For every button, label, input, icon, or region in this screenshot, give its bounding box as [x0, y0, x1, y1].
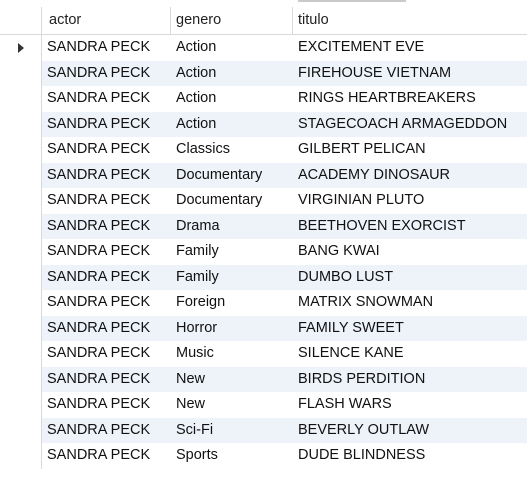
table-row[interactable]	[0, 265, 527, 291]
cell-actor[interactable]: SANDRA PECK	[42, 214, 171, 240]
column-header-genero[interactable]: genero	[171, 7, 293, 34]
table-row[interactable]	[0, 35, 527, 61]
table-row[interactable]	[0, 188, 527, 214]
row-indicator[interactable]	[0, 443, 42, 469]
cell-genero[interactable]: Drama	[171, 214, 293, 240]
table-row[interactable]	[0, 367, 527, 393]
row-indicator[interactable]	[0, 392, 42, 418]
row-pointer-icon	[18, 43, 24, 53]
cell-genero[interactable]: Documentary	[171, 163, 293, 189]
row-indicator[interactable]	[0, 239, 42, 265]
table-row[interactable]	[0, 341, 527, 367]
cell-genero[interactable]: Foreign	[176, 294, 226, 310]
cell-titulo[interactable]: BIRDS PERDITION	[293, 367, 527, 393]
cell-titulo[interactable]: FIREHOUSE VIETNAM	[293, 61, 527, 87]
row-indicator[interactable]	[0, 137, 42, 163]
row-indicator[interactable]	[0, 86, 42, 112]
cell-actor[interactable]: SANDRA PECK	[47, 39, 151, 55]
cell-actor[interactable]: SANDRA PECK	[42, 316, 171, 342]
cell-genero[interactable]: Documentary	[176, 192, 263, 208]
cell-titulo[interactable]: FAMILY SWEET	[293, 316, 527, 342]
column-header-titulo[interactable]: titulo	[298, 12, 329, 28]
cell-genero[interactable]: Action	[171, 112, 293, 138]
cell-genero[interactable]: Classics	[176, 141, 230, 157]
table-row[interactable]	[0, 418, 527, 444]
row-indicator[interactable]	[0, 290, 42, 316]
cell-actor[interactable]: SANDRA PECK	[47, 294, 151, 310]
row-indicator[interactable]	[0, 341, 42, 367]
grid-header	[0, 7, 527, 35]
table-row[interactable]	[0, 239, 527, 265]
cell-titulo[interactable]: STAGECOACH ARMAGEDDON	[293, 112, 527, 138]
cell-genero[interactable]: Music	[176, 345, 214, 361]
row-indicator[interactable]	[0, 35, 42, 61]
cell-actor[interactable]: SANDRA PECK	[47, 141, 151, 157]
row-indicator[interactable]	[0, 265, 42, 291]
cell-titulo[interactable]: MATRIX SNOWMAN	[298, 294, 434, 310]
cell-titulo[interactable]: ACADEMY DINOSAUR	[293, 163, 527, 189]
cell-titulo[interactable]: BEETHOVEN EXORCIST	[293, 214, 527, 240]
row-indicator[interactable]	[0, 188, 42, 214]
table-row[interactable]	[0, 290, 527, 316]
cell-genero[interactable]: Action	[176, 39, 217, 55]
cell-titulo[interactable]: GILBERT PELICAN	[298, 141, 426, 157]
cell-actor[interactable]: SANDRA PECK	[42, 265, 171, 291]
cell-actor[interactable]: SANDRA PECK	[42, 367, 171, 393]
table-row[interactable]	[0, 163, 527, 189]
cell-titulo[interactable]: SILENCE KANE	[298, 345, 404, 361]
cell-genero[interactable]: New	[171, 367, 293, 393]
cell-titulo[interactable]: DUMBO LUST	[293, 265, 527, 291]
cell-genero[interactable]: Family	[176, 243, 219, 259]
cell-actor[interactable]: SANDRA PECK	[47, 447, 151, 463]
table-row[interactable]	[0, 137, 527, 163]
row-indicator[interactable]	[0, 61, 42, 87]
cell-genero[interactable]: Family	[171, 265, 293, 291]
cell-actor[interactable]: SANDRA PECK	[47, 243, 151, 259]
cell-actor[interactable]: SANDRA PECK	[42, 112, 171, 138]
row-indicator[interactable]	[0, 163, 42, 189]
table-row[interactable]	[0, 392, 527, 418]
cell-actor[interactable]: SANDRA PECK	[47, 396, 151, 412]
cell-titulo[interactable]: BANG KWAI	[298, 243, 380, 259]
horizontal-scrollbar[interactable]	[298, 0, 406, 2]
table-row[interactable]	[0, 61, 527, 87]
cell-actor[interactable]: SANDRA PECK	[42, 163, 171, 189]
column-header-actor[interactable]: actor	[42, 7, 171, 34]
cell-titulo[interactable]: VIRGINIAN PLUTO	[298, 192, 425, 208]
row-indicator[interactable]	[0, 367, 42, 393]
table-row[interactable]	[0, 214, 527, 240]
cell-actor[interactable]: SANDRA PECK	[47, 90, 151, 106]
row-indicator[interactable]	[0, 214, 42, 240]
cell-titulo[interactable]: DUDE BLINDNESS	[298, 447, 426, 463]
cell-actor[interactable]: SANDRA PECK	[47, 192, 151, 208]
row-indicator[interactable]	[0, 418, 42, 444]
table-row[interactable]	[0, 86, 527, 112]
cell-genero[interactable]: New	[176, 396, 206, 412]
row-indicator[interactable]	[0, 316, 42, 342]
cell-actor[interactable]: SANDRA PECK	[47, 345, 151, 361]
cell-actor[interactable]: SANDRA PECK	[42, 61, 171, 87]
cell-genero[interactable]: Action	[176, 90, 217, 106]
cell-titulo[interactable]: EXCITEMENT EVE	[298, 39, 425, 55]
cell-titulo[interactable]: RINGS HEARTBREAKERS	[298, 90, 476, 106]
cell-genero[interactable]: Action	[171, 61, 293, 87]
grid-body	[0, 35, 527, 469]
table-row[interactable]	[0, 112, 527, 138]
cell-actor[interactable]: SANDRA PECK	[42, 418, 171, 444]
table-row[interactable]	[0, 443, 527, 469]
row-indicator[interactable]	[0, 112, 42, 138]
cell-titulo[interactable]: FLASH WARS	[298, 396, 392, 412]
cell-genero[interactable]: Sci-Fi	[171, 418, 293, 444]
row-indicator-header	[0, 7, 42, 34]
cell-titulo[interactable]: BEVERLY OUTLAW	[293, 418, 527, 444]
table-row[interactable]	[0, 316, 527, 342]
cell-genero[interactable]: Horror	[171, 316, 293, 342]
cell-genero[interactable]: Sports	[176, 447, 218, 463]
